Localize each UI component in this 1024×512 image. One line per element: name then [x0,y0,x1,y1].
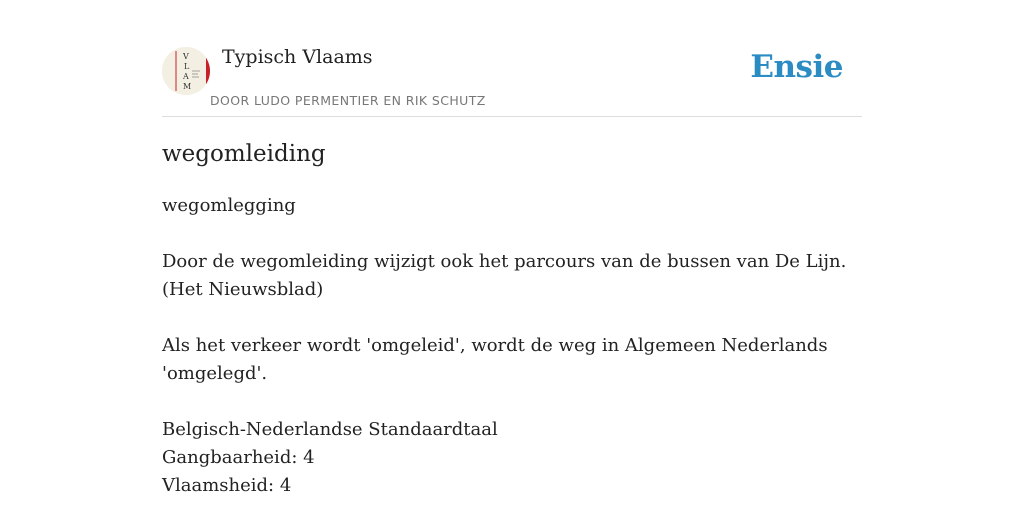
ensie-logo-link[interactable]: Ensie [750,49,843,85]
entry-synonym: wegomlegging [162,195,296,216]
svg-text:L: L [184,62,190,71]
entry-vlaamsheid: Vlaamsheid: 4 [162,475,292,496]
header [162,44,862,117]
entry-body [162,192,862,500]
entry-explanation-line-2: 'omgelegd'. [162,363,268,384]
entry-title: wegomleiding [162,141,326,167]
book-title[interactable]: Typisch Vlaams [222,46,373,68]
entry-meta-paragraph [162,416,862,500]
entry-explanation-line-1: Als het verkeer wordt 'omgeleid', wordt de weg in Algemeen Nederlands [162,335,828,356]
entry-gangbaarheid: Gangbaarheid: 4 [162,447,315,468]
entry-example-sentence: Door de wegomleiding wijzigt ook het parcours van de bussen van De Lijn. [162,251,847,272]
entry-synonym-paragraph [162,192,862,220]
entry-content [162,137,862,500]
svg-text:V: V [183,52,189,61]
book-cover-graphic [162,47,210,95]
book-authors: DOOR LUDO PERMENTIER EN RIK SCHUTZ [210,93,486,108]
book-cover-icon[interactable] [162,47,210,95]
entry-language-variant: Belgisch-Nederlandse Standaardtaal [162,419,498,440]
entry-example-source: (Het Nieuwsblad) [162,279,324,300]
svg-text:A: A [183,72,189,81]
entry-explanation-paragraph [162,332,862,388]
svg-text:M: M [183,82,192,91]
entry-example-paragraph [162,248,862,304]
